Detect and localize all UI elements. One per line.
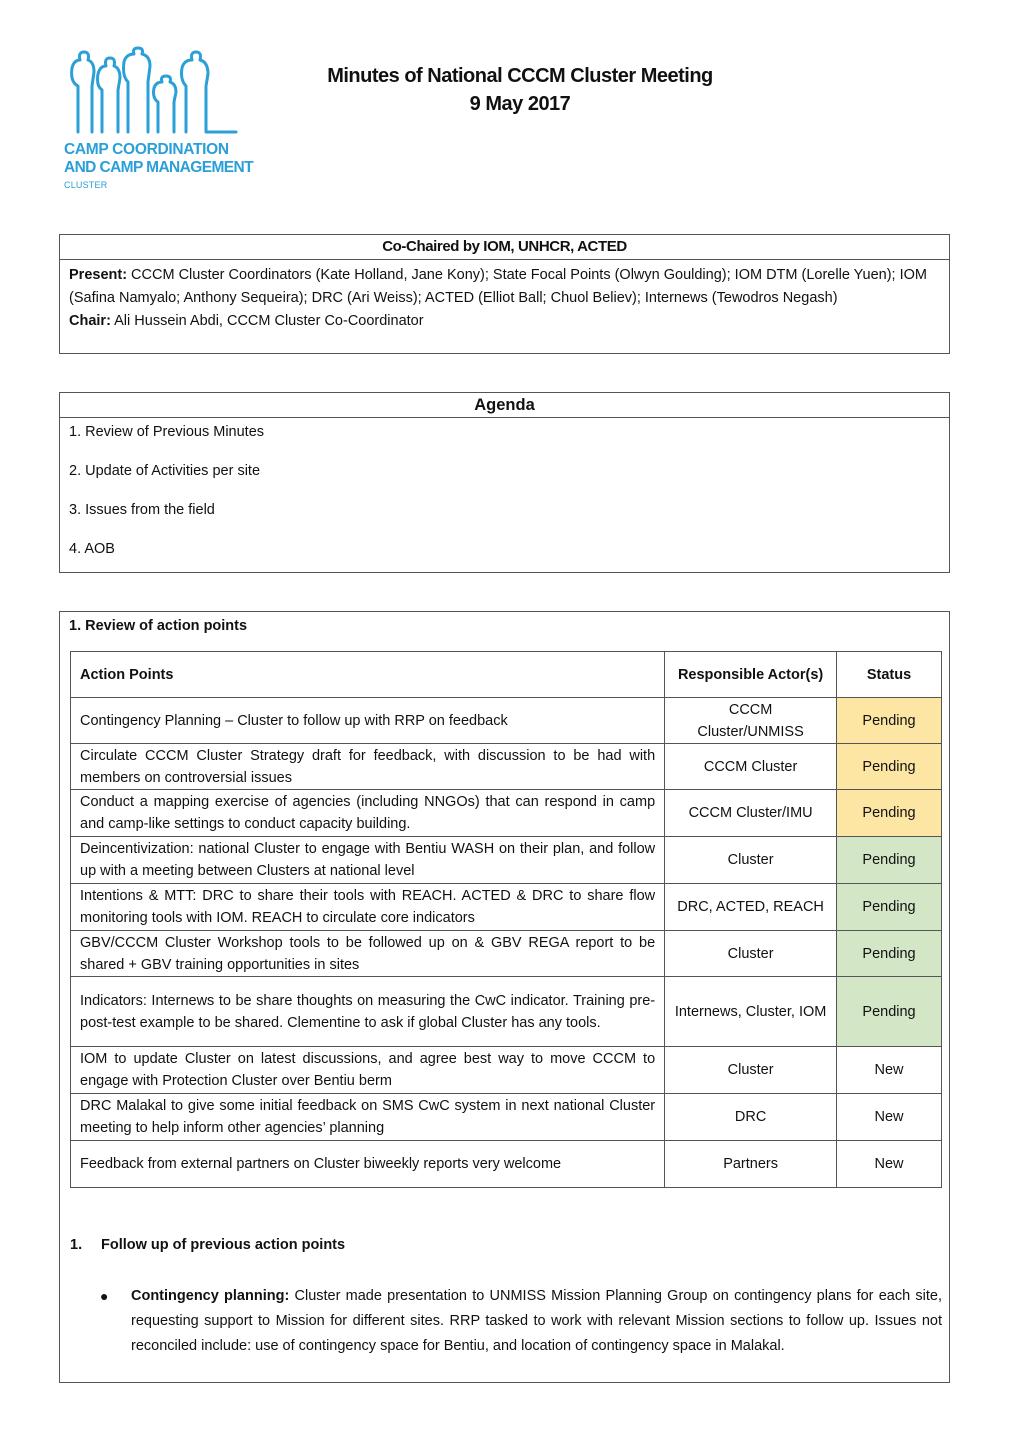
bullet-body: Cluster made presentation to UNMISS Mission Planning Group on contingency plans for each site, requesting support to Mission for different sites. RRP tasked to work with relevant Mission sections to follow up. Issues not reconciled include: use of contingency space for Bentiu, and location of contingency space in Malakal. — [131, 1288, 942, 1354]
logo-text-line3: CLUSTER — [64, 180, 108, 190]
agenda-item: 2. Update of Activities per site — [69, 463, 261, 479]
status-cell: Pending — [837, 931, 942, 977]
chair-label: Chair: — [69, 313, 111, 329]
table-row — [71, 744, 942, 790]
action-point-cell: Deincentivization: national Cluster to engage with Bentiu WASH on their plan, and follow up with a meeting between Clusters at national level — [71, 837, 665, 884]
responsible-actor-cell: Internews, Cluster, IOM — [665, 977, 837, 1047]
responsible-actor-cell: CCCM Cluster/IMU — [665, 790, 837, 837]
followup-title: Follow up of previous action points — [101, 1237, 346, 1253]
attendance-content — [60, 260, 949, 337]
responsible-actor-cell: Partners — [665, 1141, 837, 1188]
logo-text-line2: AND CAMP MANAGEMENT — [64, 159, 253, 176]
cochair-heading: Co-Chaired by IOM, UNHCR, ACTED — [60, 235, 949, 260]
column-header-status: Status — [837, 652, 942, 698]
action-point-cell: GBV/CCCM Cluster Workshop tools to be followed up on & GBV REGA report to be shared + GBV training opportunities in sites — [71, 931, 665, 977]
responsible-actor-cell: CCCM Cluster/UNMISS — [665, 698, 837, 744]
agenda-item: 3. Issues from the field — [69, 502, 215, 518]
responsible-actor-cell: DRC — [665, 1094, 837, 1141]
agenda-item: 1. Review of Previous Minutes — [69, 424, 265, 440]
table-row — [71, 1047, 942, 1094]
table-row — [71, 1141, 942, 1188]
responsible-actor-cell: Cluster — [665, 837, 837, 884]
review-box — [59, 611, 950, 1383]
cccm-logo — [60, 46, 253, 196]
followup-number: 1. — [70, 1237, 83, 1253]
review-heading: 1. Review of action points — [69, 618, 248, 634]
action-points-table — [70, 651, 942, 1188]
followup-bullet — [100, 1284, 942, 1359]
table-row — [71, 698, 942, 744]
agenda-item: 4. AOB — [69, 541, 115, 557]
present-label: Present: — [69, 267, 128, 283]
table-row — [71, 884, 942, 931]
bullet-label: Contingency planning: — [131, 1288, 290, 1304]
action-point-cell: Contingency Planning – Cluster to follow up with RRP on feedback — [71, 698, 665, 744]
status-cell: Pending — [837, 837, 942, 884]
status-cell: Pending — [837, 790, 942, 837]
column-header-responsible: Responsible Actor(s) — [665, 652, 837, 698]
status-cell: New — [837, 1094, 942, 1141]
agenda-heading: Agenda — [60, 393, 949, 418]
present-text: CCCM Cluster Coordinators (Kate Holland, Jane Kony); State Focal Points (Olwyn Goulding); IOM DTM (Lorelle Yuen); IOM (Safina Namyalo; Anthony Sequeira); DRC (Ari Weiss); ACTED (Elliot Ball; Chuol Believ); Internews (Tewodros Negash) — [69, 267, 927, 306]
action-point-cell: IOM to update Cluster on latest discussions, and agree best way to move CCCM to engage with Protection Cluster over Bentiu berm — [71, 1047, 665, 1094]
table-row — [71, 1094, 942, 1141]
responsible-actor-cell: CCCM Cluster — [665, 744, 837, 790]
status-cell: Pending — [837, 698, 942, 744]
people-silhouette-icon — [64, 46, 239, 138]
responsible-actor-cell: Cluster — [665, 1047, 837, 1094]
action-point-cell: DRC Malakal to give some initial feedback on SMS CwC system in next national Cluster meeting to help inform other agencies’ planning — [71, 1094, 665, 1141]
table-row — [71, 931, 942, 977]
action-point-cell: Feedback from external partners on Cluster biweekly reports very welcome — [71, 1141, 665, 1188]
responsible-actor-cell: Cluster — [665, 931, 837, 977]
chair-text: Ali Hussein Abdi, CCCM Cluster Co-Coordinator — [110, 313, 424, 329]
present-paragraph — [69, 264, 940, 310]
status-cell: New — [837, 1141, 942, 1188]
table-header-row — [71, 652, 942, 698]
agenda-box — [59, 392, 950, 573]
table-row — [71, 837, 942, 884]
document-title — [245, 62, 795, 118]
status-cell: New — [837, 1047, 942, 1094]
action-point-cell: Circulate CCCM Cluster Strategy draft for feedback, with discussion to be had with members on controversial issues — [71, 744, 665, 790]
agenda-list — [60, 418, 949, 578]
bullet-text — [131, 1284, 942, 1359]
table-row — [71, 790, 942, 837]
status-cell: Pending — [837, 744, 942, 790]
action-point-cell: Intentions & MTT: DRC to share their tools with REACH. ACTED & DRC to share flow monitoring tools with IOM. REACH to circulate core indicators — [71, 884, 665, 931]
attendance-box — [59, 234, 950, 354]
status-cell: Pending — [837, 884, 942, 931]
table-row — [71, 977, 942, 1047]
chair-paragraph — [69, 310, 940, 333]
status-cell: Pending — [837, 977, 942, 1047]
column-header-action-points: Action Points — [71, 652, 665, 698]
logo-text-line1: CAMP COORDINATION — [64, 141, 229, 158]
title-line1: Minutes of National CCCM Cluster Meeting — [327, 65, 713, 87]
action-point-cell: Conduct a mapping exercise of agencies (including NNGOs) that can respond in camp and camp-like settings to conduct capacity building. — [71, 790, 665, 837]
responsible-actor-cell: DRC, ACTED, REACH — [665, 884, 837, 931]
action-point-cell: Indicators: Internews to be share thoughts on measuring the CwC indicator. Training pre- post-test example to be shared. Clementine to ask if global Cluster has any tools. — [71, 977, 665, 1047]
followup-heading — [70, 1234, 345, 1256]
bullet-icon: ● — [100, 1288, 109, 1304]
meeting-date: 9 May 2017 — [469, 93, 571, 115]
